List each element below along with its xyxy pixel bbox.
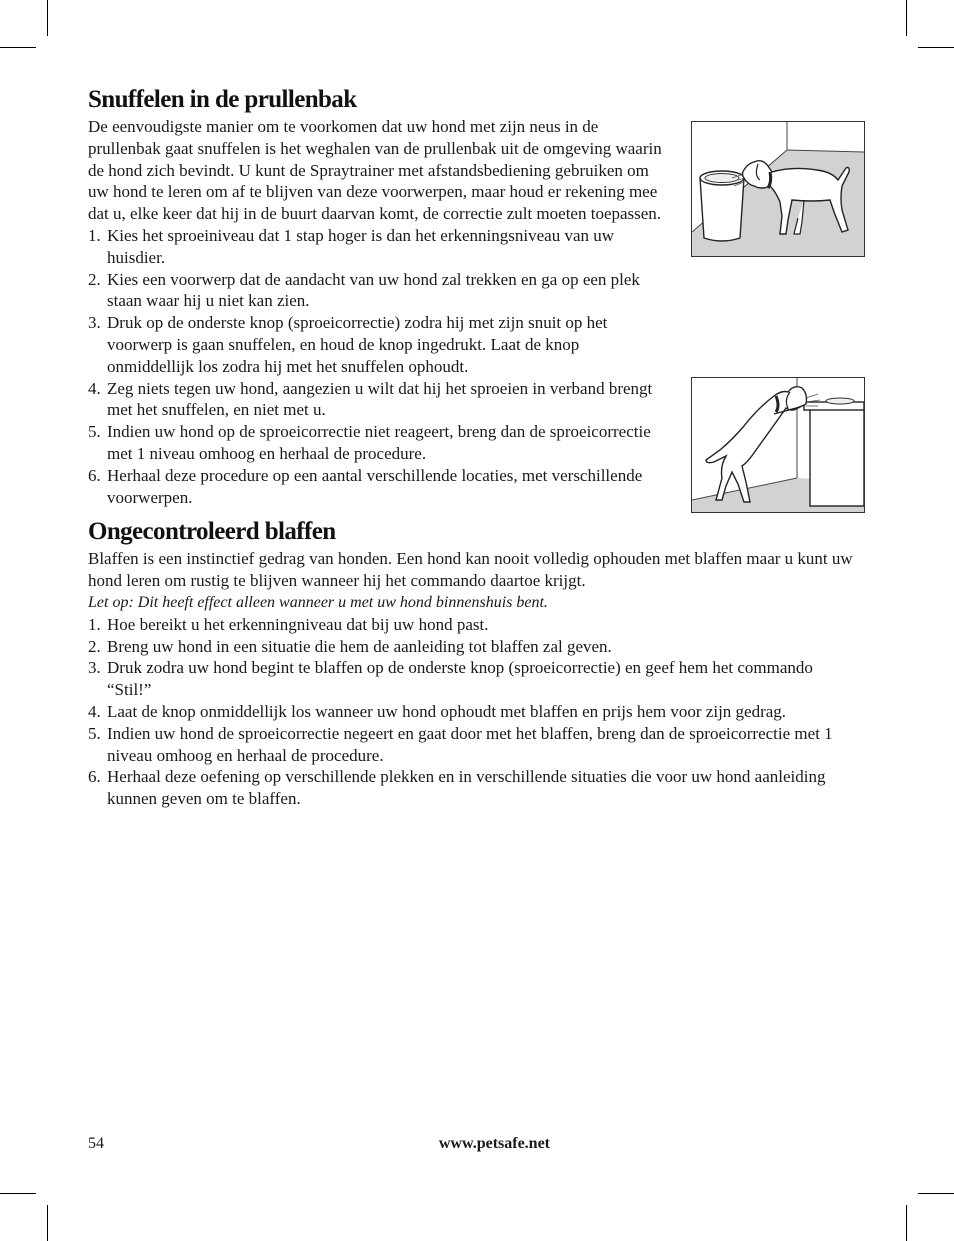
- list-item: 5. Indien uw hond op de sproeicorrectie niet reageert, breng dan de sproeicorrectie met 1 niveau omhoog en herhaal de procedure.: [88, 422, 651, 463]
- crop-mark: [47, 1205, 48, 1241]
- section-intro: Blaffen is een instinctief gedrag van honden. Een hond kan nooit volledig ophouden met blaffen maar u kunt uw hond leren om rustig te blijven wanneer hij het commando daartoe krijgt.: [88, 549, 853, 591]
- crop-mark: [906, 0, 907, 36]
- page-footer: [88, 1135, 550, 1157]
- dog-sniffing-trash-illustration: [691, 121, 865, 257]
- crop-mark: [47, 0, 48, 36]
- list-item: 5. Indien uw hond de sproeicorrectie negeert en gaat door met het blaffen, breng dan de sproeicorrectie met 1 niveau omhoog en herhaal de procedure.: [88, 723, 833, 765]
- section-title: Snuffelen in de prullenbak: [88, 86, 357, 113]
- list-item: 2. Kies een voorwerp dat de aandacht van uw hond zal trekken en ga op een plek staan waar hij u niet kan zien.: [88, 269, 640, 311]
- crop-mark: [918, 1193, 954, 1194]
- page-number: 54: [88, 1135, 104, 1152]
- steps-list: [88, 614, 860, 810]
- list-item: 3. Druk op de onderste knop (sproeicorrectie) zodra hij met zijn snuit op het voorwerp is gaan snuffelen, en houd de knop ingedrukt. Laat de knop onmiddellijk los zodra hij met het snuffelen ophoudt.: [88, 313, 608, 376]
- list-item: 2. Breng uw hond in een situatie die hem de aanleiding tot blaffen zal geven.: [88, 636, 612, 656]
- list-item: 6. Herhaal deze procedure op een aantal verschillende locaties, met verschillende voorwerpen.: [88, 465, 643, 507]
- list-item: 1. Hoe bereikt u het erkenningniveau dat bij uw hond past.: [88, 614, 489, 634]
- website-url: www.petsafe.net: [438, 1135, 550, 1152]
- crop-mark: [0, 1193, 36, 1194]
- section-intro: De eenvoudigste manier om te voorkomen dat uw hond met zijn neus in de prullenbak gaat snuffelen is het weghalen van de prullenbak uit de omgeving waarin de hond zich bevindt. U kunt de Spraytrainer met afstandsbediening gebruiken om uw hond te leren om af te blijven van deze voorwerpen, maar houd er rekening mee dat u, elke keer dat hij in de buurt daarvan komt, de correctie zult moeten toepassen.: [88, 117, 662, 224]
- dog-jumping-counter-illustration: [691, 377, 865, 513]
- crop-mark: [918, 47, 954, 48]
- section-trash-sniffing: [88, 84, 668, 508]
- list-item: 4. Zeg niets tegen uw hond, aangezien u wilt dat hij het sproeien in verband brengt met het snuffelen, en niet met u.: [88, 378, 653, 420]
- list-item: 6. Herhaal deze oefening op verschillende plekken en in verschillende situaties die voor uw hond aanleiding kunnen geven om te blaffen.: [88, 767, 826, 809]
- section-note: Let op: Dit heeft effect alleen wanneer u met uw hond binnenshuis bent.: [88, 593, 548, 611]
- section-title: Ongecontroleerd blaffen: [88, 518, 336, 546]
- crop-mark: [906, 1205, 907, 1241]
- crop-mark: [0, 47, 36, 48]
- list-item: 4. Laat de knop onmiddellijk los wanneer uw hond ophoudt met blaffen en prijs hem voor zijn gedrag.: [88, 701, 787, 721]
- list-item: 1. Kies het sproeiniveau dat 1 stap hoger is dan het erkenningsniveau van uw huisdier.: [88, 225, 615, 267]
- steps-list: [88, 225, 668, 508]
- section-uncontrolled-barking: [88, 516, 860, 810]
- list-item: 3. Druk zodra uw hond begint te blaffen op de onderste knop (sproeicorrectie) en geef hem het commando “Stil!”: [88, 658, 813, 700]
